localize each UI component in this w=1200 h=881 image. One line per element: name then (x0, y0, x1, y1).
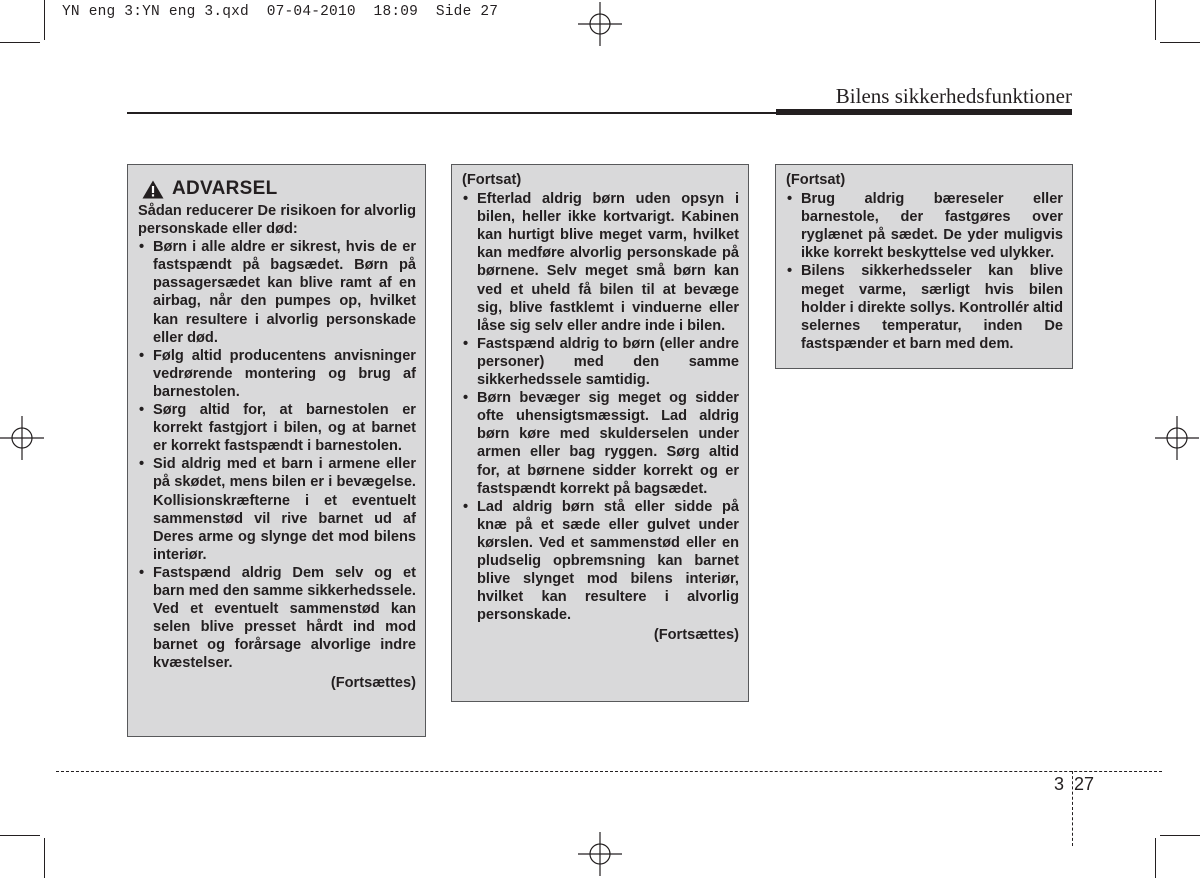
list-item: • Brug aldrig bæreseler eller barnestole, der fastgøres over ryglænet på sædet. De yder muligvis ikke korrekt beskyttelse ved ulykker. (786, 190, 1063, 262)
list-item: • Bilens sikkerhedsseler kan blive meget varme, særligt hvis bilen holder i direkte sollys. Kontrollér altid selernes temperatur, inden De fastspænder et barn med dem. (786, 262, 1063, 352)
crop-mark-top-left-h (0, 42, 40, 43)
list-item: • Fastspænd aldrig Dem selv og et barn med den samme sikkerhedssele. Ved et eventuelt sammenstød kan selen blive presset hårdt ind mod barnet og forårsage alvorlige indre kvæstelser. (138, 564, 416, 673)
list-item: • Lad aldrig børn stå eller sidde på knæ på et sæde eller gulvet under kørslen. Ved et sammenstød eller en pludselig opbremsning kan barnet blive slynget mod bilens interiør, hvilket kan resultere i alvorlig personskade. (462, 498, 739, 625)
section-title: Bilens sikkerhedsfunktioner (835, 84, 1072, 108)
list-item: • Børn bevæger sig meget og sidder ofte uhensigtsmæssigt. Lad aldrig børn køre med skulderselen under armen eller bag ryggen. Sørg altid for, at børnene sidder korrekt og er fastspændt korrekt på bagsædet. (462, 389, 739, 498)
crop-mark-bottom-left (44, 838, 45, 878)
continued-box-2 (451, 164, 749, 702)
registration-mark-right (1155, 416, 1199, 460)
warning-list (138, 238, 416, 672)
warning-box (127, 164, 426, 737)
registration-mark-top (578, 2, 622, 46)
warning-heading (142, 178, 416, 200)
crop-mark-top-right (1155, 0, 1156, 40)
crop-mark-bottom-left-h (0, 835, 40, 836)
warning-intro: Sådan reducerer De risikoen for alvorlig personskade eller død: (138, 203, 416, 238)
chapter-number: 3 (1054, 774, 1065, 794)
registration-mark-left (0, 416, 44, 460)
header-rule-thick (776, 109, 1072, 115)
list-item: • Fastspænd aldrig to børn (eller andre personer) med den samme sikkerhedssele samtidig. (462, 335, 739, 389)
warning-triangle-icon (142, 180, 164, 199)
print-info: YN eng 3:YN eng 3.qxd 07-04-2010 18:09 Side 27 (62, 4, 499, 20)
continued-list (786, 190, 1063, 353)
list-item: • Følg altid producentens anvisninger vedrørende montering og brug af barnestolen. (138, 347, 416, 401)
continued-heading: (Fortsat) (462, 172, 522, 188)
list-item: • Sørg altid for, at barnestolen er korrekt fastgjort i bilen, og at barnet er korrekt fastspændt i barnestolen. (138, 401, 416, 455)
continued-box-3 (775, 164, 1073, 369)
footer-dashed-rule (56, 771, 1162, 772)
header-rule (127, 112, 777, 114)
continued-list (462, 190, 739, 624)
page-number-value: 27 (1074, 774, 1095, 794)
crop-mark-bottom-right-h (1160, 835, 1200, 836)
crop-mark-top-left (44, 0, 45, 40)
warning-label: ADVARSEL (172, 178, 278, 199)
list-item: • Børn i alle aldre er sikrest, hvis de er fastspændt på bagsædet. Børn på passagersædet kan blive ramt af en airbag, når den pumpes op, hvilket kan resultere i alvorlig personskade eller død. (138, 238, 416, 347)
list-item: • Efterlad aldrig børn uden opsyn i bilen, heller ikke kortvarigt. Kabinen kan hurtigt blive meget varm, hvilket kan medføre alvorlig personskade på børnene. Selv meget små børn kan ved et uheld få bilen til at bevæge sig, blive fastklemt i vinduerne eller låse sig selv eller andre inde i bilen. (462, 190, 739, 335)
continues-note: (Fortsættes) (330, 675, 416, 692)
crop-mark-top-right-h (1160, 42, 1200, 43)
continued-heading: (Fortsat) (786, 172, 846, 188)
registration-mark-bottom (578, 832, 622, 876)
continues-note: (Fortsættes) (653, 627, 739, 644)
page-number (1054, 774, 1094, 795)
crop-mark-bottom-right (1155, 838, 1156, 878)
list-item: • Sid aldrig med et barn i armene eller på skødet, mens bilen er i bevægelse. Kollisionskræfterne i et eventuelt sammenstød vil rive barnet ud af Deres arme og slynge det mod bilens interiør. (138, 455, 416, 564)
